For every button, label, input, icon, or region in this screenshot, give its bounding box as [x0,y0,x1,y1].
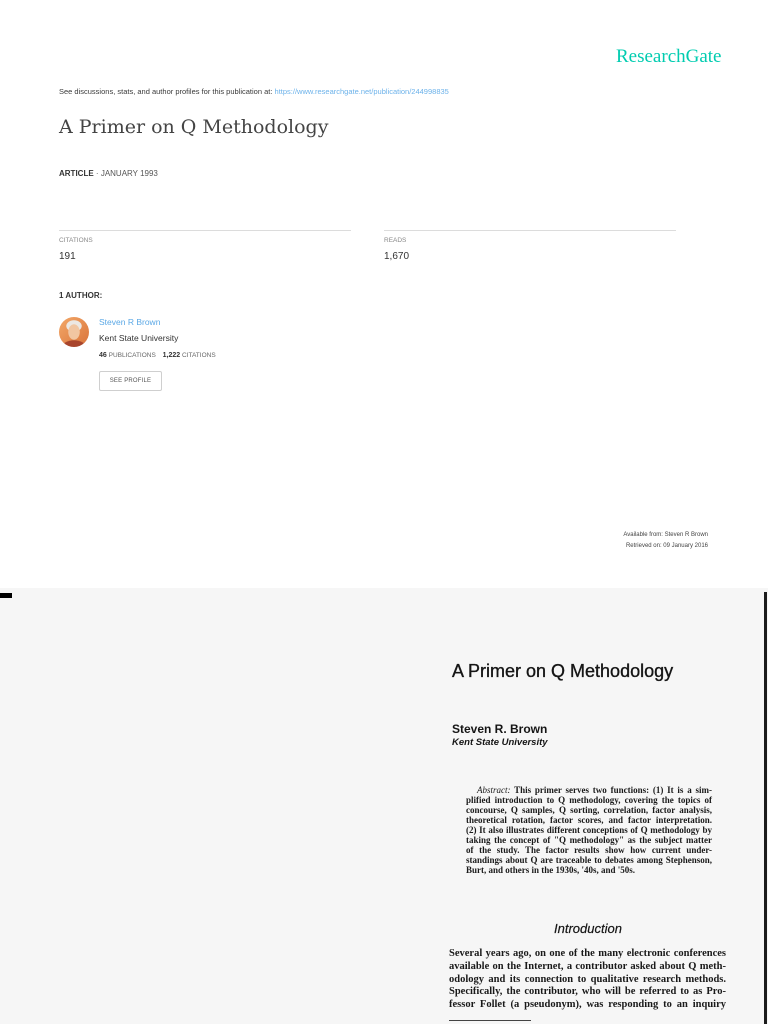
scan-page-edge [764,592,767,1024]
paragraph-line: Several years ago, on one of the many electronic conferences [449,948,726,959]
author-name-link[interactable]: Steven R Brown [99,317,161,327]
abstract-line-text: This primer serves two functions: (1) It is a sim- [514,785,712,795]
author-citations-label: CITATIONS [181,352,216,359]
footnote-rule [449,1020,531,1021]
introduction-paragraph [449,948,726,1012]
abstract-line: of the study. The factor results show how current under- [466,845,712,855]
publication-url-link[interactable]: https://www.researchgate.net/publication/244998835 [274,87,449,96]
paragraph-line: fessor Follet (a pseudonym), was responding to an inquiry [449,999,726,1010]
publication-meta [59,170,158,178]
scan-edge-mark [0,593,12,598]
reads-label: READS [384,237,407,244]
reads-divider [384,230,676,231]
author-publications-count: 46 [99,352,107,359]
article-author: Steven R. Brown [452,722,548,736]
citations-count: 191 [59,251,76,262]
citations-divider [59,230,351,231]
abstract-line: concourse, Q samples, Q sorting, correlation, factor analysis, [466,805,712,815]
author-avatar [59,317,89,347]
publication-type: ARTICLE [59,169,94,178]
abstract-line: standings about Q are traceable to debates among Stephenson, [466,855,712,865]
authors-heading: 1 AUTHOR: [59,291,103,300]
article-affiliation: Kent State University [452,737,548,748]
abstract-line [466,785,712,795]
article-title: A Primer on Q Methodology [452,661,674,681]
article-abstract [466,785,712,875]
abstract-line: Burt, and others in the 1930s, '40s, and '50s. [466,865,636,875]
discussion-notice [59,88,449,96]
abstract-line: plified introduction to Q methodology, covering the topics of [466,795,712,805]
abstract-line: taking the concept of "Q methodology" as the subject matter [466,835,712,845]
paragraph-line: odology and its connection to qualitative research methods. [449,973,726,985]
author-publications-label: PUBLICATIONS [108,352,156,359]
section-heading: Introduction [554,921,622,936]
author-citations-count: 1,222 [162,352,181,359]
retrieved-on: Retrieved on: 09 January 2016 [625,543,708,549]
see-profile-label: SEE PROFILE [109,378,152,384]
meta-separator: · [95,169,99,178]
reads-count: 1,670 [384,251,410,262]
available-from: Available from: Steven R Brown [623,532,708,538]
discussion-prefix: See discussions, stats, and author profiles for this publication at: [59,87,273,96]
publication-date: JANUARY 1993 [100,169,158,178]
author-stats [99,352,216,360]
abstract-line: theoretical rotation, factor scores, and factor interpretation. [466,815,712,825]
citations-label: CITATIONS [59,237,93,244]
abstract-label: Abstract: [477,785,511,795]
see-profile-button[interactable] [99,371,162,391]
paragraph-line: Specifically, the contributor, who will be referred to as Pro- [449,986,726,998]
abstract-line: (2) It also illustrates different conceptions of Q methodology by [466,825,712,835]
paragraph-line: available on the Internet, a contributor asked about Q meth- [449,960,726,972]
author-affiliation: Kent State University [99,333,179,343]
researchgate-logo[interactable]: ResearchGate [616,46,722,67]
page-title: A Primer on Q Methodology [59,116,329,138]
